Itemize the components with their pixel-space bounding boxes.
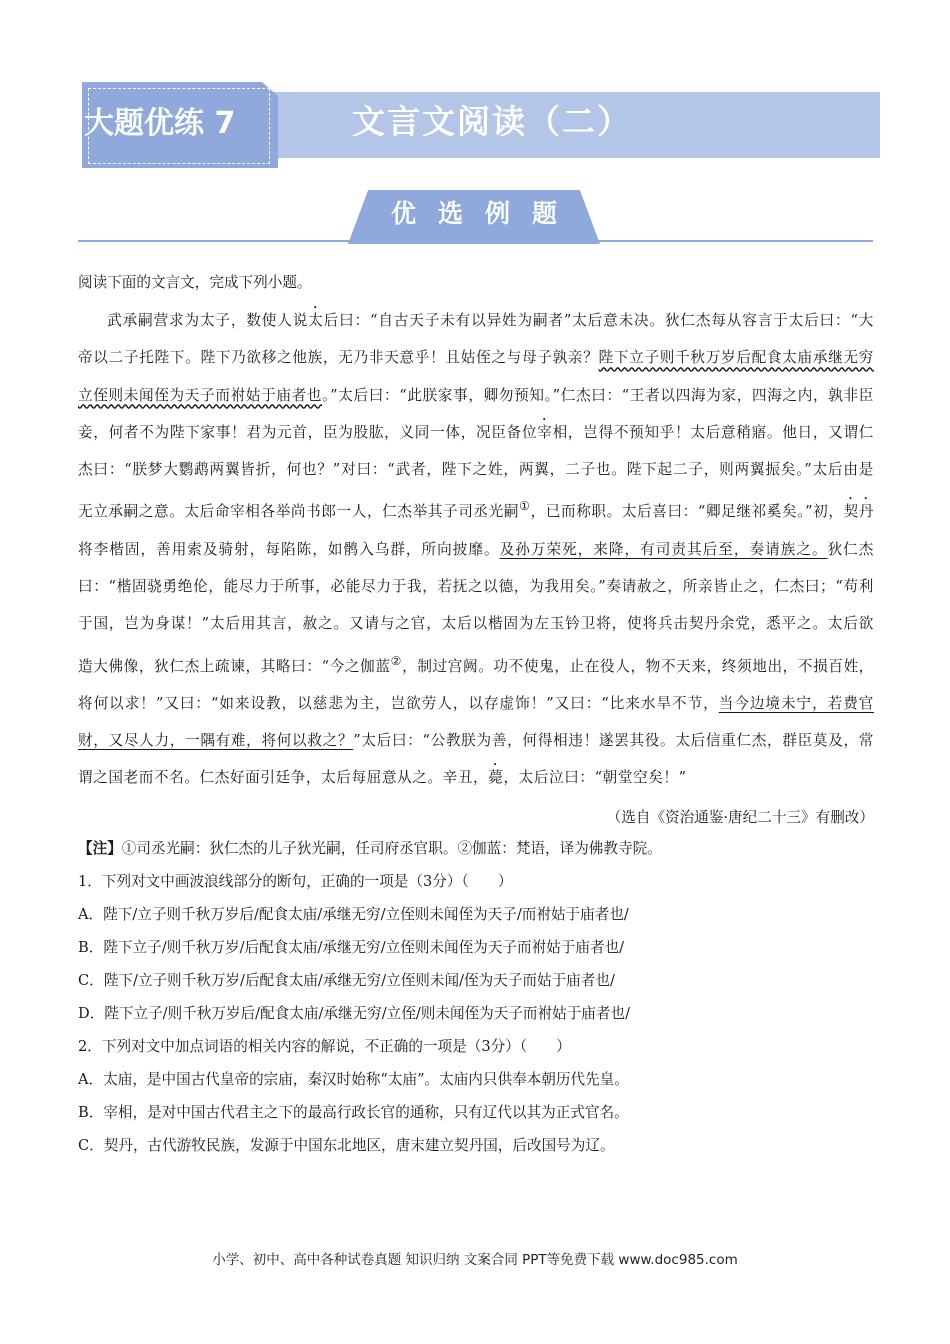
option-b[interactable]: B．陛下立子/则千秋万岁/后配食太庙/承继无穷/立侄则未闻侄为天子而祔姑于庙者也/ <box>78 938 625 956</box>
option-d[interactable]: D．陛下立子/则千秋万岁后/配食太庙/承继无穷/立侄/则未闻侄为天子而祔姑于庙者也/ <box>78 1004 630 1022</box>
question-2 <box>78 1030 874 1162</box>
wavy-underlined-sentence: 陛下立子则千秋万岁后配食太庙承继无穷立侄则未闻侄为天子而祔姑于庙者也 <box>78 349 874 404</box>
question-1 <box>78 865 874 1030</box>
exercise-number: 大题优练 7 <box>84 106 236 141</box>
annotation <box>78 833 874 865</box>
footnote-marker-1: ① <box>519 499 531 514</box>
title-banner <box>82 82 880 170</box>
footnote-marker-2: ② <box>390 653 403 668</box>
question-stem: 2．下列对文中加点词语的相关内容的解说，不正确的一项是（3分）（ ） <box>78 1037 571 1055</box>
classical-passage: 武承嗣营求为太子，数使人说太后曰：“自古天子未有以异姓为嗣者”太后意未决。狄仁杰每从容言于太后曰：“大帝以二子托陛下。陛下乃欲移之他族，无乃非天意乎！且姑侄之与母子孰亲？陛下立子则千秋万岁后配食太庙承继无穷立侄则未闻侄为天子而祔姑于庙者也。”太后曰：“此朕家事，卿勿预知。”仁杰曰：“王者以四海为家，四海之内，孰非臣妾，何者不为陛下家事！君为元首，臣为股肱，义同一体，况臣备位宰相，岂得不预知乎！太后意稍寤。他日，又谓仁杰曰：“朕梦大鹦鹉两翼皆折，何也？”对曰：“武者，陛下之姓，两翼，二子也。陛下起二子，则两翼振矣。”太后由是无立承嗣之意。太后命宰相各举尚书郎一人，仁杰举其子司丞光嗣①，已而称职。太后喜曰：“卿足继祁奚矣。”初，契丹将李楷固，善用索及骑射，每陷陈，如鹘入乌群，所向披靡。及孙万荣死，来降，有司责其后至，奏请族之。狄仁杰曰：“楷固骁勇绝伦，能尽力于所事，必能尽力于我，若抚之以德，为我用矣。”奏请赦之，所亲皆止之，仁杰曰；“苟利于国，岂为身谋！”太后用其言，赦之。又请与之官，太后以楷固为左玉钤卫将，使将兵击契丹余党，悉平之。太后欲造大佛像，狄仁杰上疏谏，其略曰：“今之伽蓝②，制过宫阙。功不使鬼，止在役人，物不天来，终须地出，不损百姓，将何以求！”又曰：“如来设教，以慈悲为主，岂欲劳人，以存虚饰！”又曰：“比来水旱不节，当今边境未宁，若费官财，又尽人力，一隅有难，将何以救之？”太后曰：“公教朕为善，何得相违！遂罢其役。太后信重仁杰，群臣莫及，常谓之国老而不名。仁杰好面引廷争，太后每屈意从之。辛丑，薨，太后泣曰：“朝堂空矣！” <box>78 312 875 787</box>
option-b[interactable]: B．宰相，是对中国古代君主之下的最高行政长官的通称，只有辽代以其为正式官名。 <box>78 1103 629 1121</box>
option-a[interactable]: A．陛下/立子则千秋万岁后/配食太庙/承继无穷/立侄则未闻侄为天子/而祔姑于庙者也/ <box>78 905 629 923</box>
dotted-word-qidan: 契丹 <box>843 503 875 521</box>
option-c[interactable]: C．契丹，古代游牧民族，发源于中国东北地区，唐末建立契丹国，后改国号为辽。 <box>78 1136 615 1154</box>
section-heading: 优选例题 <box>390 199 579 228</box>
document-body <box>78 270 874 1162</box>
underlined-sentence-2: 当今边境未宁，若费官财，又尽人力，一隅有难，将何以救之？ <box>78 694 874 749</box>
note-label: 【注】 <box>78 839 122 857</box>
note-text: ①司丞光嗣：狄仁杰的儿子狄光嗣，任司府丞官职。②伽蓝：梵语，译为佛教寺院。 <box>121 839 662 857</box>
question-stem: 1．下列对文中画波浪线部分的断句，正确的一项是（3分）（ ） <box>78 872 513 890</box>
option-a[interactable]: A．太庙，是中国古代皇帝的宗庙，秦汉时始称“太庙”。太庙内只供奉本朝历代先皇。 <box>78 1070 629 1088</box>
underlined-sentence-1: 及孙万荣死，来降，有司责其后至，奏请族之。 <box>499 540 828 558</box>
dotted-word-zaixiang: 宰 <box>537 423 553 441</box>
page-title: 文言文阅读（二） <box>352 102 632 141</box>
instructions: 阅读下面的文言文，完成下列小题。 <box>78 274 312 291</box>
dotted-word-taimiao: 太 <box>308 312 324 329</box>
page-footer: 小学、初中、高中各种试卷真题 知识归纳 文案合同 PPT等免费下载 www.doc985.com <box>212 1252 738 1268</box>
option-c[interactable]: C．陛下/立子则千秋万岁/后配食太庙/承继无穷/立侄则未闻/侄为天子而姑于庙者也/ <box>78 971 615 989</box>
dotted-word-hong: 薨 <box>488 769 504 787</box>
passage-source: （选自《资治通鉴·唐纪二十三》有删改） <box>606 808 874 826</box>
